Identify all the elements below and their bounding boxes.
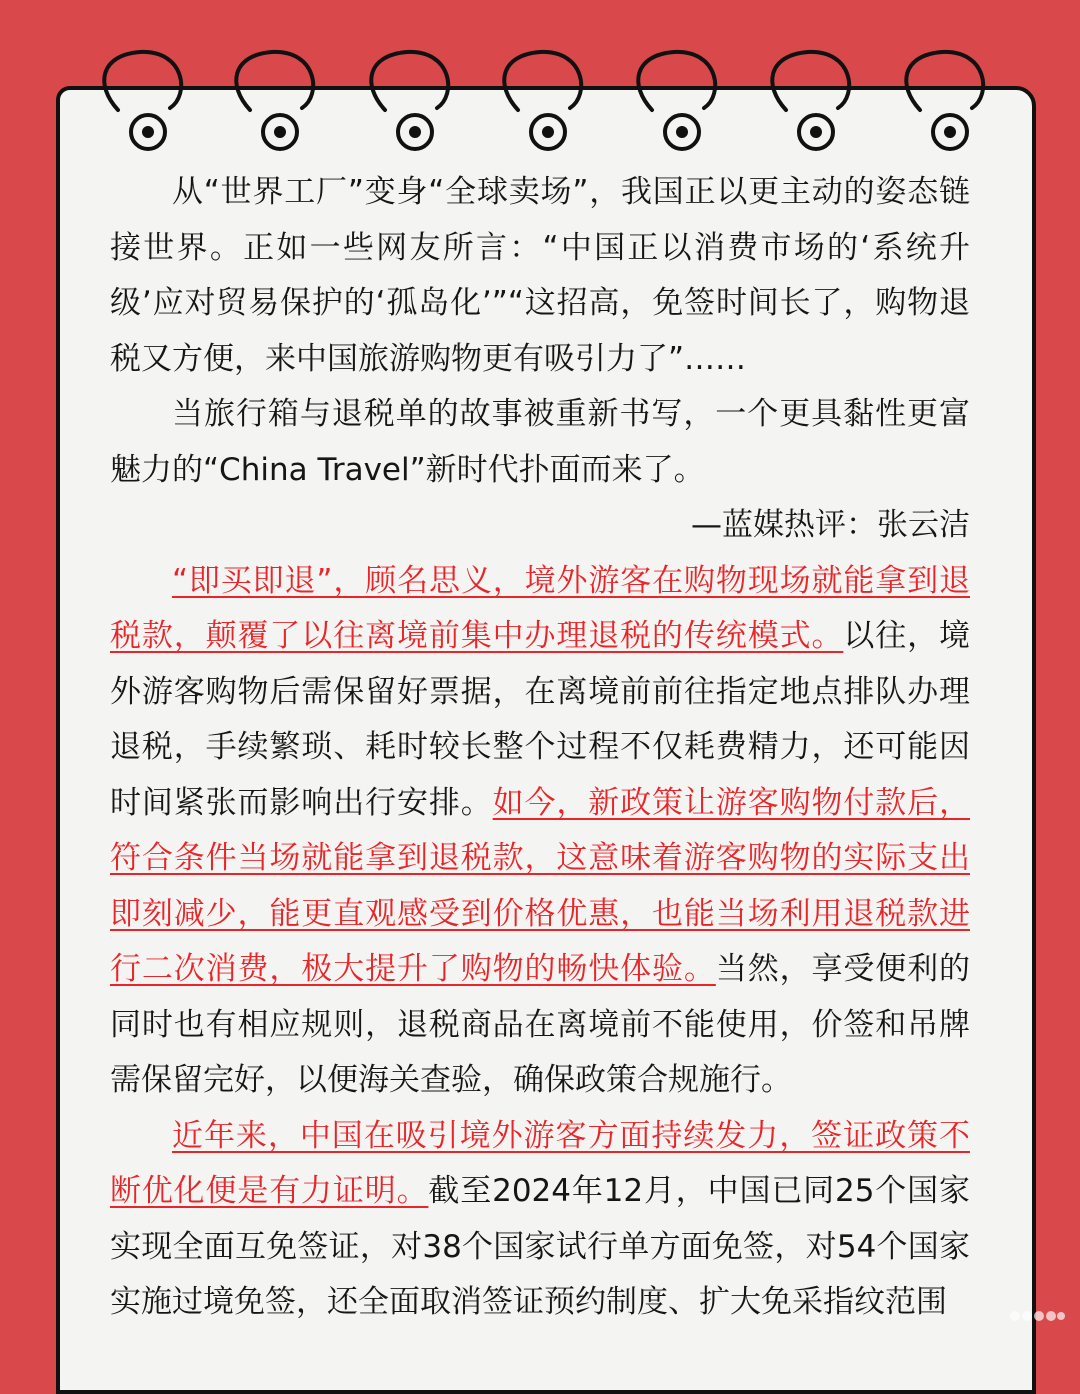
author-signature: —蓝媒热评：张云洁 (691, 507, 970, 543)
article-body (110, 165, 970, 1331)
spiral-ring (104, 52, 181, 149)
paragraph-text: 当然，享受便利的同时也有相应规则，退税商品在离境前不能使用，价签和吊牌需保留完好，以便海关查验，确保政策合规施行。 (110, 951, 971, 1098)
spiral-binding (0, 0, 1080, 180)
spiral-ring (236, 52, 313, 149)
watermark-icon (1005, 1302, 1067, 1328)
paragraph-text: 以往，境外游客购物后需保留好票据，在离境前前往指定地点排队办理退税，手续繁琐、耗时较长整个过程不仅耗费精力，还可能因时间紧张而影响出行安排。 (110, 618, 970, 821)
paragraph-text: 从“世界工厂”变身“全球卖场”，我国正以更主动的姿态链接世界。正如一些网友所言：“中国正以消费市场的‘系统升级’应对贸易保护的‘孤岛化’”“这招高，免签时间长了，购物退税又方便，来中国旅游购物更有吸引力了”…… (110, 174, 970, 377)
highlighted-text: 近年来，中国在吸引境外游客方面持续发力，签证政策不断优化便是有力证明。 (110, 1117, 970, 1209)
paragraph-intro (110, 165, 970, 387)
paragraph-text: 截至2024年12月，中国已同25个国家实现全面互免签证，对38个国家试行单方面免签，对54个国家实施过境免签，还全面取消签证预约制度、扩大免采指纹范围 (110, 1173, 970, 1320)
spiral-ring (906, 52, 983, 149)
paragraph-visa-policy (110, 1109, 970, 1331)
paragraph-china-travel (110, 387, 970, 498)
spiral-ring (504, 52, 581, 149)
spiral-ring (772, 52, 849, 149)
paragraph-text: 当旅行箱与退税单的故事被重新书写，一个更具黏性更富魅力的“China Travel”新时代扑面而来了。 (110, 396, 970, 488)
highlighted-text: “即买即退”，顾名思义，境外游客在购物现场就能拿到退税款，颠覆了以往离境前集中办理退税的传统模式。 (110, 562, 970, 654)
spiral-ring (371, 52, 448, 149)
spiral-ring (638, 52, 715, 149)
highlighted-text: 如今，新政策让游客购物付款后，符合条件当场就能拿到退税款，这意味着游客购物的实际支出即刻减少，能更直观感受到价格优惠，也能当场利用退税款进行二次消费，极大提升了购物的畅快体验。 (110, 784, 971, 987)
paragraph-tax-refund (110, 554, 970, 1109)
